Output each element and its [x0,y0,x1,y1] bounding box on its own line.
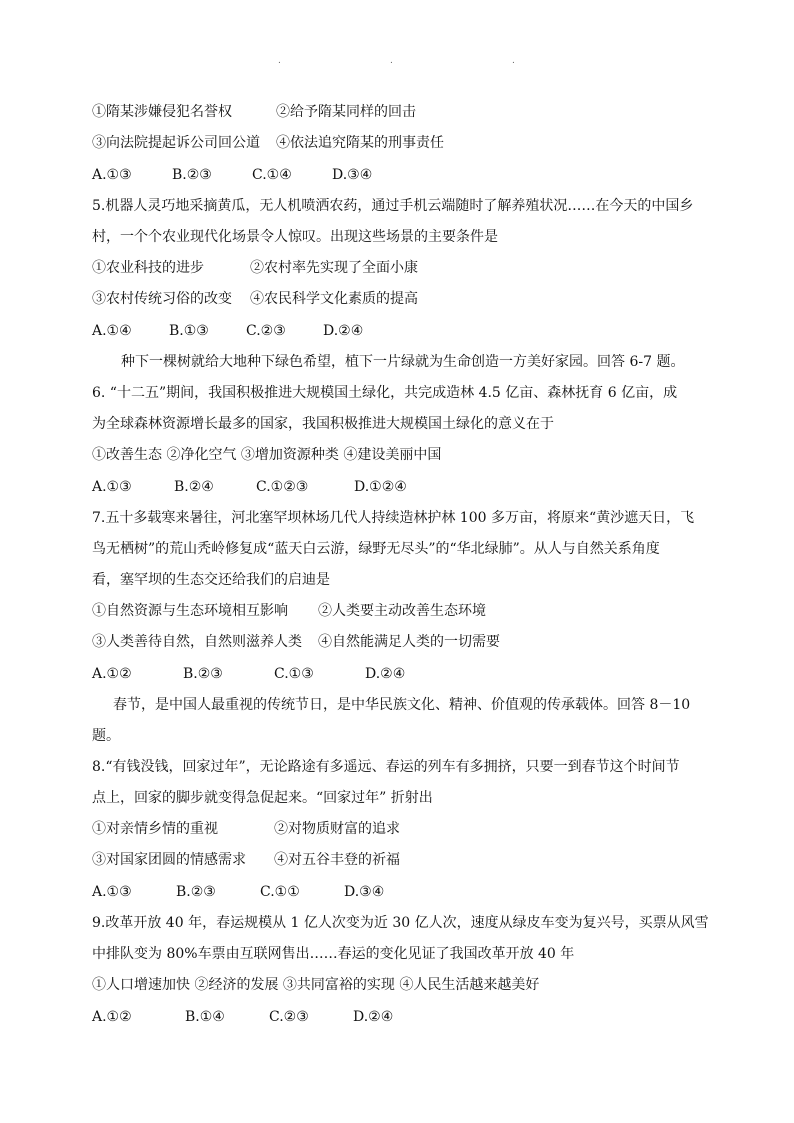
option: ④自然能满足人类的一切需要 [318,634,500,650]
q6-options: ①改善生态 ②净化空气 ③增加资源种类 ④建设美丽中国 [92,447,442,463]
q5-options-row2 [92,289,712,309]
q8-answers [92,882,712,902]
q8-options-row2 [92,850,712,870]
answer-choice: D.③④ [332,167,373,183]
option: ④对五谷丰登的祈福 [274,852,400,868]
section-intro: 春节，是中国人最重视的传统节日，是中华民族文化、精神、价值观的传承载体。回答 8－10 [113,697,691,713]
q5-stem: 村，一个个农业现代化场景令人惊叹。出现这些场景的主要条件是 [92,229,498,245]
answer-choice: D.①②④ [354,479,407,495]
q7-stem: 看，塞罕坝的生态交还给我们的启迪是 [92,572,330,588]
option: ③对国家团圆的情感需求 [92,852,246,868]
answer-choice: B.②③ [176,884,216,900]
answer-choice: A.①③ [92,479,132,495]
answer-choice: B.②③ [172,167,212,183]
q7-options-row1 [92,601,712,621]
option: ③农村传统习俗的改变 [92,291,232,307]
answer-choice: A.①③ [92,884,132,900]
header-dots [0,56,794,70]
answer-choice: C.①① [260,884,300,900]
option: ③人类善待自然，自然则滋养人类 [92,634,302,650]
q7-answers [92,664,712,684]
q7-stem: 7.五十多载寒来暑往，河北塞罕坝林场几代人持续造林护林 100 多万亩，将原来“黄沙遮天日，飞 [92,510,695,526]
answer-choice: D.②④ [323,323,364,339]
q9-options: ①人口增速加快 ②经济的发展 ③共同富裕的实现 ④人民生活越来越美好 [92,977,540,993]
option: ③向法院提起诉公司回公道 [92,135,260,151]
answer-choice: D.②④ [365,666,406,682]
answer-choice: A.①③ [92,167,132,183]
header-dot: . [512,56,515,66]
answer-choice: B.②③ [183,666,223,682]
q8-stem: 8.“有钱没钱，回家过年”，无论路途有多遥远、春运的列车有多拥挤，只要一到春节这个时间节 [92,759,680,775]
answer-choice: C.①③ [274,666,314,682]
answer-choice: B.①④ [185,1009,225,1025]
q5-options-row1 [92,258,712,278]
q9-answers [92,1007,712,1027]
q4-options-row1 [92,102,712,122]
q9-stem: 中排队变为 80%车票由互联网售出……春运的变化见证了我国改革开放 40 年 [92,946,575,962]
option: ④农民科学文化素质的提高 [250,291,418,307]
answer-choice: B.②④ [174,479,214,495]
option: ②对物质财富的追求 [274,821,400,837]
option: ①自然资源与生态环境相互影响 [92,603,288,619]
section-intro: 题。 [92,728,120,744]
answer-choice: C.①④ [252,167,292,183]
option: ④依法追究隋某的刑事责任 [276,135,444,151]
header-dot: . [390,56,393,66]
q7-options-row2 [92,632,712,652]
q9-stem: 9.改革开放 40 年，春运规模从 1 亿人次变为近 30 亿人次，速度从绿皮车变为复兴号，买票从风雪 [92,915,709,931]
option: ①隋某涉嫌侵犯名誉权 [92,104,232,120]
option: ①对亲情乡情的重视 [92,821,218,837]
q5-stem: 5.机器人灵巧地采摘黄瓜，无人机喷洒农药，通过手机云端随时了解养殖状况……在今天的中国乡 [92,198,694,214]
q6-stem: 6. “十二五”期间，我国积极推进大规模国土绿化，共完成造林 4.5 亿亩、森林抚育 6 亿亩，成 [92,385,678,401]
answer-choice: D.②④ [353,1009,394,1025]
option: ②农村率先实现了全面小康 [250,260,418,276]
answer-choice: A.①② [92,666,132,682]
q4-options-row2 [92,133,712,153]
answer-choice: A.①② [92,1009,132,1025]
option: ②人类要主动改善生态环境 [318,603,486,619]
q8-stem: 点上，回家的脚步就变得急促起来。“回家过年” 折射出 [92,790,433,806]
option: ①农业科技的进步 [92,260,204,276]
q4-answers [92,165,712,185]
answer-choice: C.②③ [269,1009,309,1025]
answer-choice: C.①②③ [256,479,309,495]
answer-choice: D.③④ [344,884,385,900]
answer-choice: C.②③ [246,323,286,339]
option: ②给予隋某同样的回击 [276,104,416,120]
q6-answers [92,477,712,497]
q7-stem: 鸟无栖树”的荒山秃岭修复成“蓝天白云游，绿野无尽头”的“华北绿肺”。从人与自然关系角度 [92,541,660,557]
q5-answers [92,321,712,341]
header-dot: . [278,56,281,66]
q8-options-row1 [92,819,712,839]
answer-choice: A.①④ [92,323,132,339]
section-intro: 种下一棵树就给大地种下绿色希望，植下一片绿就为生命创造一方美好家园。回答 6-7 题。 [121,354,685,370]
answer-choice: B.①③ [169,323,209,339]
q6-stem: 为全球森林资源增长最多的国家，我国积极推进大规模国土绿化的意义在于 [92,416,554,432]
